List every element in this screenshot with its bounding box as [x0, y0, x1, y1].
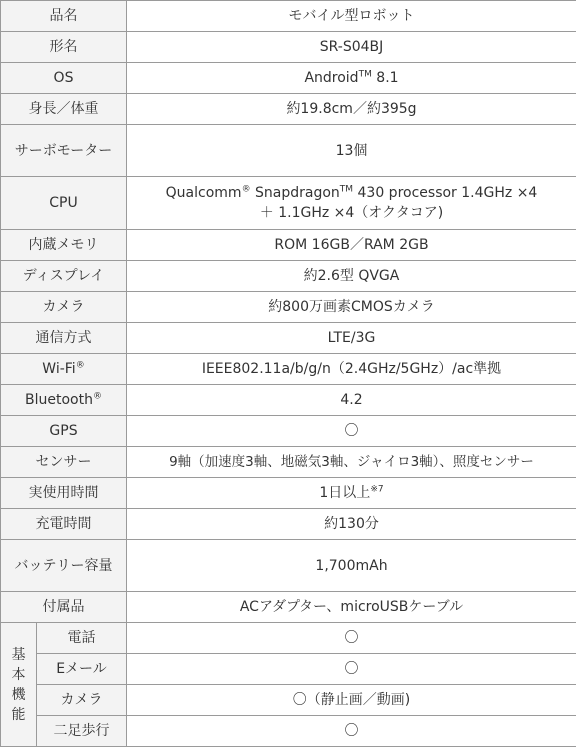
spec-label: カメラ	[37, 685, 127, 716]
table-row	[1, 32, 576, 63]
spec-value: IEEE802.11a/b/g/n（2.4GHz/5GHz）/ac準拠	[127, 354, 576, 385]
table-row	[1, 63, 576, 94]
spec-value: 〇（静止画／動画)	[127, 685, 576, 716]
spec-label: OS	[1, 63, 127, 94]
spec-value: ROM 16GB／RAM 2GB	[127, 230, 576, 261]
spec-label: 付属品	[1, 592, 127, 623]
spec-label: Wi-Fi®	[1, 354, 127, 385]
spec-label: センサー	[1, 447, 127, 478]
spec-value: 約800万画素CMOSカメラ	[127, 292, 576, 323]
table-row	[1, 261, 576, 292]
table-row	[1, 716, 576, 747]
table-row	[1, 685, 576, 716]
basic-functions-group-label	[1, 623, 37, 747]
table-row	[1, 177, 576, 230]
spec-value: 〇	[127, 716, 576, 747]
spec-label: 身長／体重	[1, 94, 127, 125]
spec-label: Eメール	[37, 654, 127, 685]
spec-label: GPS	[1, 416, 127, 447]
spec-value: SR-S04BJ	[127, 32, 576, 63]
spec-value: 約19.8cm／約395g	[127, 94, 576, 125]
spec-label: カメラ	[1, 292, 127, 323]
table-row	[1, 540, 576, 592]
table-row	[1, 416, 576, 447]
table-row	[1, 447, 576, 478]
spec-value: LTE/3G	[127, 323, 576, 354]
table-row	[1, 385, 576, 416]
table-row	[1, 230, 576, 261]
spec-label: 二足歩行	[37, 716, 127, 747]
spec-label: 充電時間	[1, 509, 127, 540]
spec-label: 内蔵メモリ	[1, 230, 127, 261]
spec-label: サーボモーター	[1, 125, 127, 177]
spec-value: Qualcomm® Snapdragon™ 430 processor 1.4GHz ×4 ＋ 1.1GHz ×4（オクタコア)	[127, 177, 576, 230]
spec-value: ACアダプター、microUSBケーブル	[127, 592, 576, 623]
spec-label: バッテリー容量	[1, 540, 127, 592]
table-row	[1, 292, 576, 323]
spec-value: 〇	[127, 416, 576, 447]
table-row	[1, 1, 576, 32]
spec-value: 〇	[127, 623, 576, 654]
table-row	[1, 509, 576, 540]
spec-label: CPU	[1, 177, 127, 230]
spec-label: 電話	[37, 623, 127, 654]
table-row	[1, 354, 576, 385]
spec-value: 13個	[127, 125, 576, 177]
spec-value: 1,700mAh	[127, 540, 576, 592]
spec-value: 約130分	[127, 509, 576, 540]
table-row	[1, 94, 576, 125]
table-row	[1, 323, 576, 354]
spec-value: 約2.6型 QVGA	[127, 261, 576, 292]
spec-value: モバイル型ロボット	[127, 1, 576, 32]
spec-value: 4.2	[127, 385, 576, 416]
table-row	[1, 478, 576, 509]
spec-label: 通信方式	[1, 323, 127, 354]
spec-value: 〇	[127, 654, 576, 685]
spec-value: 9軸（加速度3軸、地磁気3軸、ジャイロ3軸）、照度センサー	[127, 447, 576, 478]
group-label-text: 基本機能	[12, 645, 26, 725]
spec-label: 品名	[1, 1, 127, 32]
spec-label: Bluetooth®	[1, 385, 127, 416]
spec-value: Android™ 8.1	[127, 63, 576, 94]
spec-label: ディスプレイ	[1, 261, 127, 292]
table-row	[1, 592, 576, 623]
table-row	[1, 623, 576, 654]
spec-label: 形名	[1, 32, 127, 63]
table-row	[1, 654, 576, 685]
spec-value: 1日以上$^{※7}$	[127, 478, 576, 509]
spec-label: 実使用時間	[1, 478, 127, 509]
table-row	[1, 125, 576, 177]
